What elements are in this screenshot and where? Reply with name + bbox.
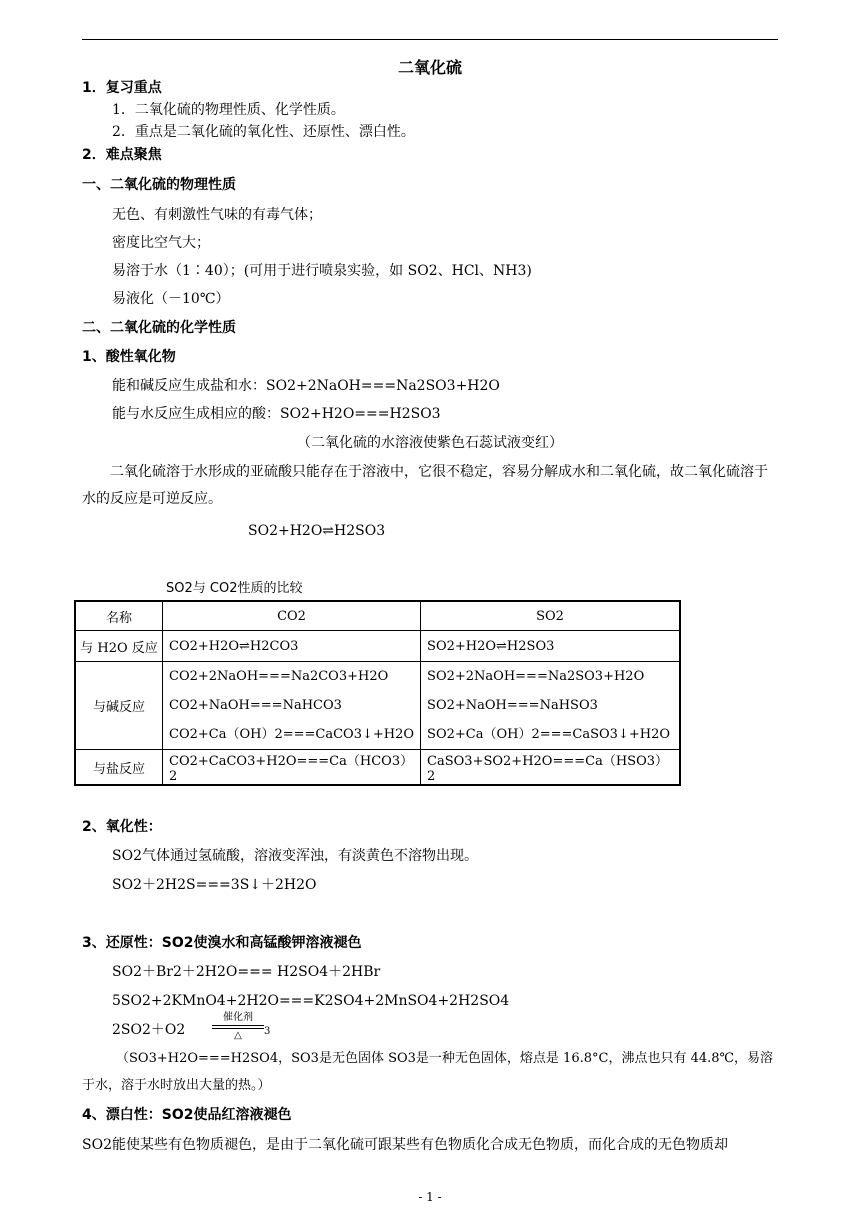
review-item-1: 1．二氧化硫的物理性质、化学性质。: [112, 102, 345, 118]
physical-line-3: 易溶于水（1∶40）；(可用于进行喷泉实验，如 SO2、HCl、NH3): [112, 263, 532, 279]
table-row: [75, 750, 680, 786]
equation: CO2+NaOH===NaHCO3: [169, 698, 342, 713]
row-label: 与盐反应: [75, 750, 163, 786]
reduction-eq-2: 5SO2+2KMnO4+2H2O===K2SO4+2MnSO4+2H2SO4: [112, 993, 510, 1009]
so2-cell: [421, 662, 680, 750]
catalyst-arrow: [212, 1013, 264, 1041]
physical-line-2: 密度比空气大；: [112, 235, 210, 251]
section-focus-heading: 2．难点聚焦: [82, 147, 162, 163]
bleaching-line: SO2能使某些有色物质褪色，是由于二氧化硫可跟某些有色物质化合成无色物质，而化合成的无色物质却: [82, 1137, 728, 1153]
reduction-eq-1: SO2＋Br2＋2H2O=== H2SO4＋2HBr: [112, 964, 381, 980]
oxidation-equation: SO2＋2H2S===3S↓＋2H2O: [112, 877, 317, 893]
header-name: 名称: [75, 601, 163, 631]
section-review-heading: 1．复习重点: [82, 80, 162, 96]
acid-reversible-equation: SO2+H2O⇌H2SO3: [248, 523, 386, 539]
physical-heading: 一、二氧化硫的物理性质: [82, 177, 236, 193]
page-title: 二氧化硫: [397, 58, 462, 77]
row-label: 与碱反应: [75, 662, 163, 750]
equation: SO2+2NaOH===Na2SO3+H2O: [427, 669, 645, 684]
acid-oxide-heading: 1、酸性氧化物: [82, 349, 176, 365]
heat-symbol: △: [234, 1030, 242, 1041]
equation: CO2+Ca（OH）2===CaCO3↓+H2O: [169, 727, 415, 742]
so2-cell: SO2+H2O⇌H2SO3: [421, 631, 680, 662]
acid-paragraph: 二氧化硫溶于水形成的亚硫酸只能存在于溶液中，它很不稳定，容易分解成水和二氧化硫，故二氧化硫溶于水的反应是可逆反应。: [82, 464, 768, 507]
table-row: [75, 631, 680, 662]
acid-note: （二氧化硫的水溶液使紫色石蕊试液变红）: [297, 435, 563, 451]
co2-cell: CO2+CaCO3+H2O===Ca（HCO3）2: [163, 750, 421, 786]
equation: SO2+Ca（OH）2===CaSO3↓+H2O: [427, 727, 670, 742]
physical-line-1: 无色、有刺激性气味的有毒气体；: [112, 207, 322, 223]
header-so2: SO2: [421, 601, 680, 631]
catalyst-label: 催化剂: [223, 1012, 253, 1023]
header-co2: CO2: [163, 601, 421, 631]
reduction-eq-3-right: 3: [264, 1026, 271, 1037]
oxidation-heading: 2、氧化性：: [82, 819, 162, 835]
acid-line-2: 能与水反应生成相应的酸：SO2+H2O===H2SO3: [112, 406, 441, 422]
equation: SO2+NaOH===NaHSO3: [427, 698, 598, 713]
equation: CO2+2NaOH===Na2CO3+H2O: [169, 669, 389, 684]
co2-cell: [163, 662, 421, 750]
physical-line-4: 易液化（－10℃）: [112, 291, 230, 307]
co2-cell: CO2+H2O⇌H2CO3: [163, 631, 421, 662]
table-caption: SO2与 CO2性质的比较: [166, 581, 303, 596]
chemical-heading: 二、二氧化硫的化学性质: [82, 320, 236, 336]
table-header-row: [75, 601, 680, 631]
review-item-2: 2．重点是二氧化硫的氧化性、还原性、漂白性。: [112, 124, 415, 140]
page-number: - 1 -: [418, 1190, 442, 1204]
reduction-heading: 3、还原性：SO2使溴水和高锰酸钾溶液褪色: [82, 935, 362, 951]
so3-note: （SO3+H2O===H2SO4，SO3是无色固体 SO3是一种无色固体，熔点是 16.8°C，沸点也只有 44.8℃，易溶于水，溶于水时放出大量的热。）: [82, 1051, 774, 1093]
reduction-eq-3-left: 2SO2＋O2: [112, 1022, 186, 1038]
comparison-table: [74, 600, 681, 786]
so2-cell: CaSO3+SO2+H2O===Ca（HSO3）2: [421, 750, 680, 786]
acid-line-1: 能和碱反应生成盐和水：SO2+2NaOH===Na2SO3+H2O: [112, 378, 500, 394]
equilibrium-arrow-icon: [212, 1025, 264, 1029]
table-row: [75, 662, 680, 750]
bleaching-heading: 4、漂白性：SO2使品红溶液褪色: [82, 1107, 292, 1123]
row-label: 与 H2O 反应: [75, 631, 163, 662]
oxidation-line: SO2气体通过氢硫酸，溶液变浑浊，有淡黄色不溶物出现。: [112, 848, 478, 864]
header-rule: [82, 39, 778, 40]
